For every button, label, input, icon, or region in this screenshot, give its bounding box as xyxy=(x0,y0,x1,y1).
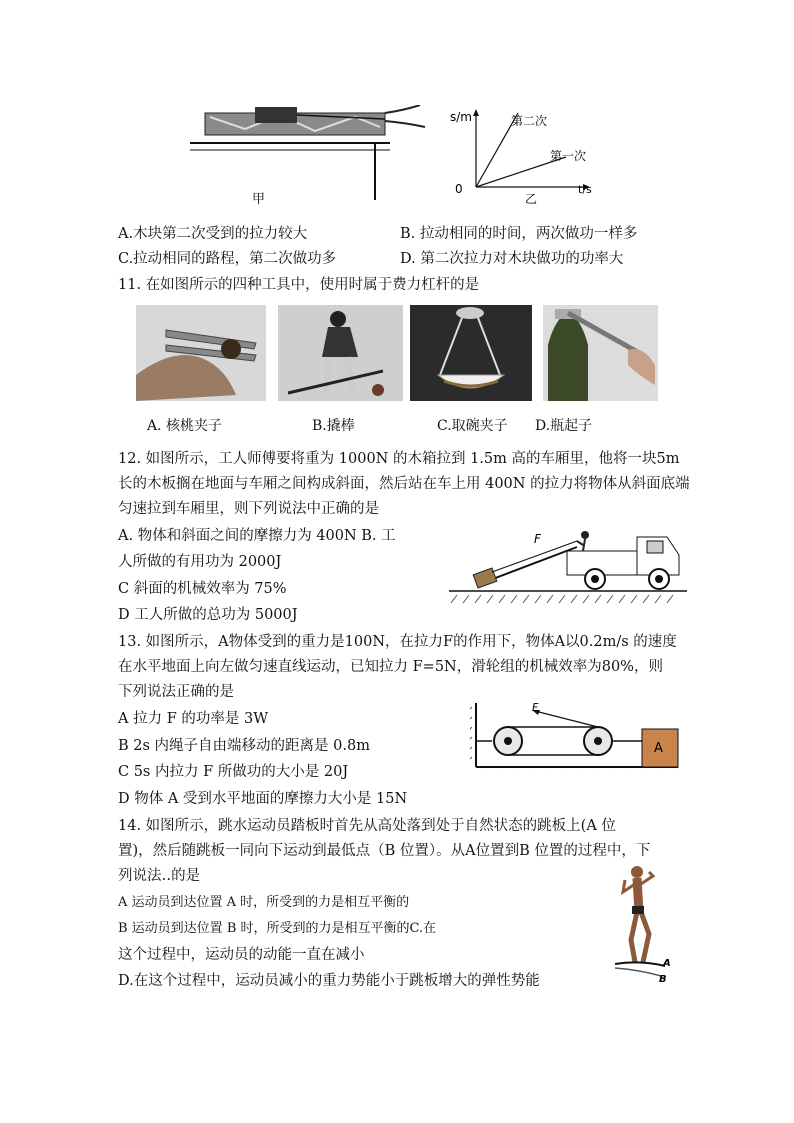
q14-stem-3: 列说法‥的是 xyxy=(118,868,201,884)
photo-walnut-cracker xyxy=(136,305,266,401)
q11-caption-b: B.撬棒 xyxy=(312,418,355,434)
figure-yi-graph xyxy=(448,105,598,205)
q13-stem-2: 在水平地面上向左做匀速直线运动，已知拉力 F=5N，滑轮组的机械效率为80%，则 xyxy=(118,659,663,675)
q11-caption-c: C.取碗夹子 xyxy=(437,418,508,434)
q12-stem-3: 匀速拉到车厢里，则下列说法中正确的是 xyxy=(118,501,379,517)
q13-option-a: A 拉力 F 的功率是 3W xyxy=(118,711,269,727)
graph-x-axis-label: t/s xyxy=(578,183,592,196)
q14-option-b-1: B 运动员到达位置 B 时，所受到的力是相互平衡的C.在 xyxy=(118,921,437,936)
figure-incline-truck xyxy=(447,527,692,605)
q11-caption-a: A. 核桃夹子 xyxy=(147,418,223,434)
q13-option-d: D 物体 A 受到水平地面的摩擦力大小是 15N xyxy=(118,791,408,807)
q11-stem: 11. 在如图所示的四种工具中，使用时属于费力杠杆的是 xyxy=(118,277,480,293)
q14-option-d: D.在这个过程中，运动员减小的重力势能小于跳板增大的弹性势能 xyxy=(118,973,540,989)
q14-option-b-2: 这个过程中，运动员的动能一直在减小 xyxy=(118,947,365,963)
graph-yi-label: 乙 xyxy=(525,192,538,205)
q13-force-label: F xyxy=(532,703,539,714)
q12-option-ab-2: 人所做的有用功为 2000J xyxy=(118,554,282,570)
q14-position-a-label: A xyxy=(663,958,671,969)
graph-line-second-label: 第二次 xyxy=(511,114,548,128)
figure-jia-table xyxy=(185,105,435,200)
q14-stem-1: 14. 如图所示，跳水运动员踏板时首先从高处落到处于自然状态的跳板上(A 位 xyxy=(118,818,616,834)
q12-option-d: D 工人所做的总功为 5000J xyxy=(118,607,298,623)
q10-option-d: D. 第二次拉力对木块做功的功率大 xyxy=(400,251,624,267)
photo-bowl-clamp xyxy=(410,305,532,401)
q14-position-b-label: B xyxy=(659,974,667,985)
q14-stem-2: 置)，然后随跳板一同向下运动到最低点（B 位置）。从A位置到B 位置的过程中，下 xyxy=(118,843,651,859)
q10-option-a: A.木块第二次受到的拉力较大 xyxy=(118,226,308,242)
q13-option-c: C 5s 内拉力 F 所做功的大小是 20J xyxy=(118,764,349,780)
q12-stem-1: 12. 如图所示，工人师傅要将重为 1000N 的木箱拉到 1.5m 高的车厢里，他将一块5m xyxy=(118,451,680,467)
graph-y-axis-label: s/m xyxy=(450,110,472,124)
graph-line-first-label: 第一次 xyxy=(550,149,587,163)
q10-option-b: B. 拉动相同的时间，两次做功一样多 xyxy=(400,226,638,242)
q13-option-b: B 2s 内绳子自由端移动的距离是 0.8m xyxy=(118,738,370,754)
q13-stem-3: 下列说法正确的是 xyxy=(118,684,234,700)
photo-crowbar xyxy=(278,305,403,401)
q10-option-c: C.拉动相同的路程，第二次做功多 xyxy=(118,251,337,267)
q12-force-label: F xyxy=(534,532,541,546)
q12-option-c: C 斜面的机械效率为 75% xyxy=(118,581,287,597)
q13-stem-1: 13. 如图所示，A物体受到的重力是100N，在拉力F的作用下，物体A以0.2m/s 的速度 xyxy=(118,634,677,650)
q13-block-label: A xyxy=(654,741,663,756)
q12-stem-2: 长的木板搁在地面与车厢之间构成斜面，然后站在车上用 400N 的拉力将物体从斜面底端 xyxy=(118,476,690,492)
figure-jia-label: 甲 xyxy=(252,192,266,207)
q14-option-a: A 运动员到达位置 A 时，所受到的力是相互平衡的 xyxy=(118,895,410,910)
photo-bottle-opener xyxy=(543,305,658,401)
q11-caption-d: D.瓶起子 xyxy=(535,418,593,434)
figure-diver xyxy=(615,862,675,987)
q12-option-ab-1: A. 物体和斜面之间的摩擦力为 400N B. 工 xyxy=(118,528,396,544)
graph-origin-label: 0 xyxy=(455,182,463,196)
figure-pulley-block xyxy=(470,703,680,771)
